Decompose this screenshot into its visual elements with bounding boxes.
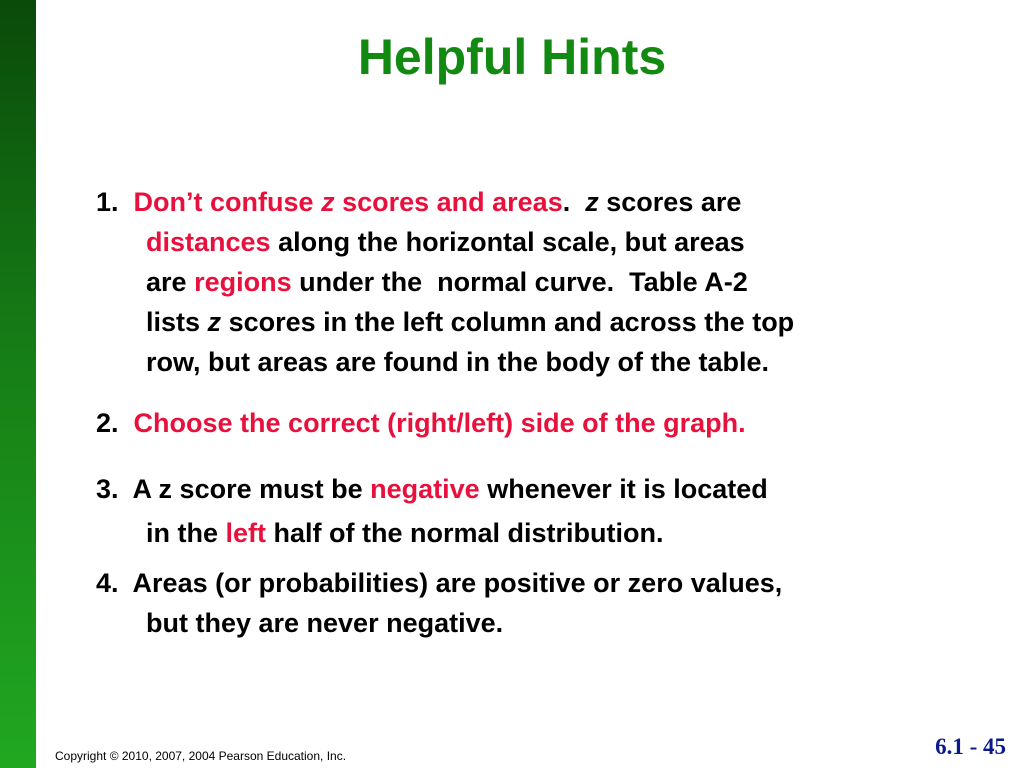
hint-1-text-j: lists bbox=[146, 307, 201, 337]
copyright-footer: Copyright © 2010, 2007, 2004 Pearson Education, Inc. bbox=[55, 749, 347, 763]
hint-1-text-i: under the normal curve. Table A-2 bbox=[299, 267, 748, 297]
green-sidebar bbox=[0, 0, 36, 768]
hint-1-text-c: . bbox=[562, 187, 571, 217]
hint-1-text-a: Don’t confuse bbox=[133, 187, 314, 217]
hint-1-z-1: z bbox=[321, 187, 335, 217]
hint-1-line-1 bbox=[96, 182, 976, 222]
hint-3-text-a: A z score must be bbox=[132, 474, 363, 504]
page-number: 6.1 - 45 bbox=[935, 734, 1006, 759]
hint-3-text-b: negative bbox=[370, 474, 480, 504]
hint-1-text-k: scores in the left column and across the top bbox=[228, 307, 795, 337]
hint-3-text-e: left bbox=[225, 518, 267, 548]
slide-title: Helpful Hints bbox=[357, 29, 667, 85]
hint-2 bbox=[96, 403, 976, 443]
hint-2-text: Choose the correct (right/left) side of the graph. bbox=[133, 408, 746, 438]
hint-1-text-f: along the horizontal scale, but areas bbox=[278, 227, 745, 257]
hint-1-text-l: row, but areas are found in the body of the table. bbox=[146, 347, 770, 377]
hint-1-text-g: are bbox=[146, 267, 187, 297]
hint-1-text-d: scores are bbox=[606, 187, 742, 217]
hint-1-z-3: z bbox=[207, 307, 222, 337]
hint-1-line-2 bbox=[96, 222, 976, 262]
hint-4 bbox=[96, 563, 976, 643]
hint-1-z-2: z bbox=[585, 187, 599, 217]
hint-3-text-c: whenever it is located bbox=[487, 474, 768, 504]
hint-4-line-1 bbox=[96, 563, 976, 603]
hint-3-text-d: in the bbox=[146, 518, 218, 548]
hint-4-number: 4. bbox=[96, 568, 119, 598]
hint-1-line-4 bbox=[96, 302, 976, 342]
hint-3-number: 3. bbox=[96, 474, 119, 504]
hint-3-line-1 bbox=[96, 467, 976, 511]
hint-3 bbox=[96, 467, 976, 555]
hint-1-text-e: distances bbox=[146, 227, 271, 257]
hint-4-line-2 bbox=[96, 603, 976, 643]
hint-1 bbox=[96, 182, 976, 382]
hint-1-line-5 bbox=[96, 342, 976, 382]
hint-4-text-a: Areas (or probabilities) are positive or zero values, bbox=[132, 568, 783, 598]
hint-3-text-f: half of the normal distribution. bbox=[273, 518, 664, 548]
hint-1-text-b: scores and areas bbox=[342, 187, 563, 217]
hint-3-line-2 bbox=[96, 511, 976, 555]
hint-1-text-h: regions bbox=[194, 267, 292, 297]
hint-4-text-b: but they are never negative. bbox=[146, 608, 504, 638]
hint-2-line-1 bbox=[96, 403, 976, 443]
hint-2-number: 2. bbox=[96, 408, 119, 438]
hint-1-number: 1. bbox=[96, 187, 119, 217]
hint-1-line-3 bbox=[96, 262, 976, 302]
